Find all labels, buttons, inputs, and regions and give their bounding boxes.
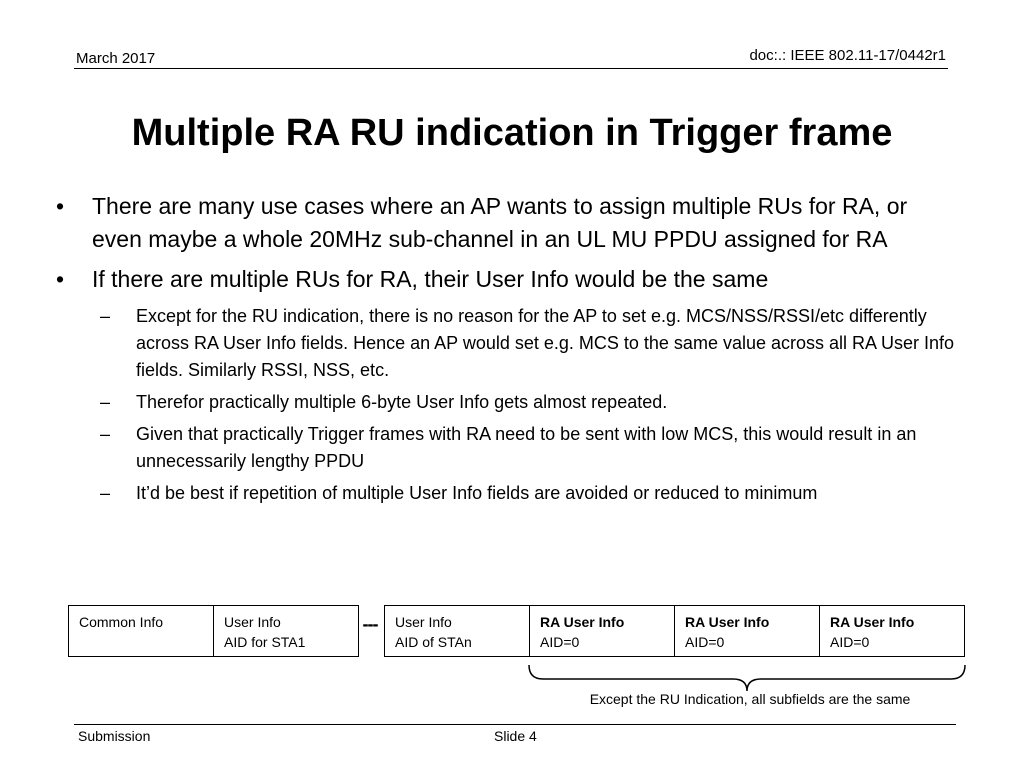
field-detail: AID=0 — [830, 634, 870, 650]
sub-bullet-marker: – — [100, 392, 111, 412]
slide-title: Multiple RA RU indication in Trigger frame — [131, 112, 893, 154]
brace-annotation: Except the RU Indication, all subfields are the same — [589, 691, 911, 707]
field-common-info — [68, 605, 214, 657]
field-detail: AID for STA1 — [224, 634, 306, 650]
sub-bullet-marker: – — [100, 483, 111, 503]
footer-submission: Submission — [78, 728, 151, 744]
footer-slide-number: Slide 4 — [494, 728, 537, 744]
field-name: Common Info — [79, 614, 164, 630]
field-detail: AID=0 — [540, 634, 580, 650]
sub-bullet-text: It’d be best if repetition of multiple User Info fields are avoided or reduced to minimum — [136, 483, 818, 503]
field-name: RA User Info — [685, 614, 770, 630]
bullet-item — [56, 263, 956, 296]
field-ra-user-info — [529, 605, 675, 657]
field-name: RA User Info — [540, 614, 625, 630]
footer-rule — [74, 724, 956, 725]
sub-bullet-text: Given that practically Trigger frames with RA need to be sent with low MCS, this would result in an unnecessarily lengthy PPDU — [136, 424, 917, 471]
sub-bullet-item — [56, 421, 956, 475]
sub-bullet-text: Therefor practically multiple 6-byte User Info gets almost repeated. — [136, 392, 668, 412]
field-name: RA User Info — [830, 614, 915, 630]
field-user-info-stan — [384, 605, 530, 657]
field-detail: AID=0 — [685, 634, 725, 650]
ellipsis-separator: --- — [362, 614, 378, 634]
field-ra-user-info — [819, 605, 965, 657]
field-ra-user-info — [674, 605, 820, 657]
bullet-marker: • — [56, 266, 65, 292]
header-rule — [74, 68, 948, 69]
field-user-info-sta1 — [213, 605, 359, 657]
field-name: User Info — [395, 614, 452, 630]
sub-bullet-item — [56, 389, 956, 416]
sub-bullet-marker: – — [100, 306, 111, 326]
bullet-item — [56, 190, 956, 256]
bullet-text: If there are multiple RUs for RA, their User Info would be the same — [92, 266, 769, 292]
sub-bullet-text: Except for the RU indication, there is no reason for the AP to set e.g. MCS/NSS/RSSI/etc differently across RA User Info fields. Hence an AP would set e.g. MCS to the same value across all RA User Info fields. Similarly RSSI, NSS, etc. — [136, 306, 955, 380]
sub-bullet-item — [56, 480, 956, 507]
sub-bullet-marker: – — [100, 424, 111, 444]
header-date: March 2017 — [76, 50, 156, 67]
sub-bullet-item — [56, 303, 956, 384]
header-doc-id: doc:.: IEEE 802.11-17/0442r1 — [749, 47, 946, 64]
field-name: User Info — [224, 614, 281, 630]
bullet-text: There are many use cases where an AP wants to assign multiple RUs for RA, or even maybe a whole 20MHz sub-channel in an UL MU PPDU assigned for RA — [92, 193, 908, 252]
field-detail: AID of STAn — [395, 634, 472, 650]
bullet-marker: • — [56, 193, 65, 219]
slide-body — [56, 190, 956, 512]
